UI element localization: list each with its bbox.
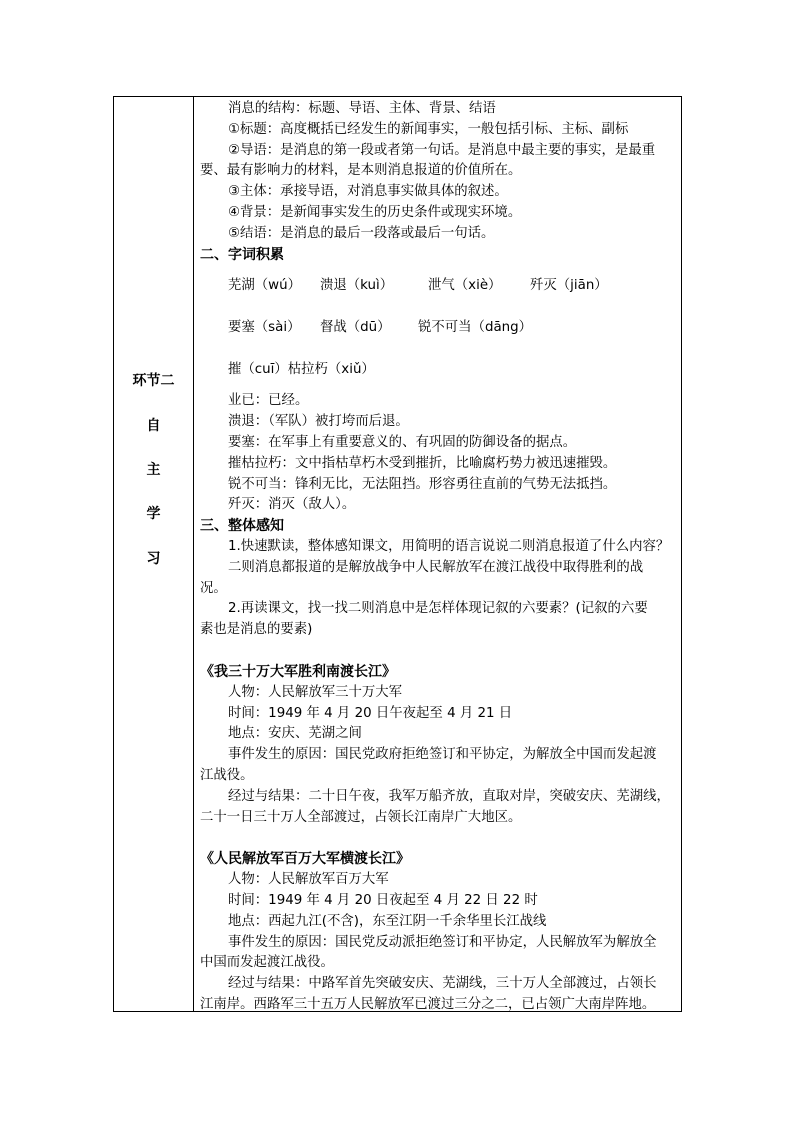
vocab-heading: 二、字词积累	[200, 246, 284, 263]
structure-title: 消息的结构：标题、导语、主体、背景、结语	[228, 101, 496, 116]
vocab-row-3	[200, 349, 675, 391]
word: 督战（dū）	[320, 320, 391, 336]
news2-result: 经过与结果：中路军首先突破安庆、芜湖线，三十万人全部渡过，占领长	[228, 976, 657, 992]
stage-char-1: 自	[146, 418, 161, 434]
news2-cause: 事件发生的原因：国民党反动派拒绝签订和平协定，人民解放军为解放全	[228, 934, 657, 950]
word: 摧（cuī）枯拉朽（xiǔ）	[228, 362, 375, 378]
news1-place: 地点：安庆、芜湖之间	[228, 726, 362, 742]
news1-title: 《我三十万大军胜利南渡长江》	[200, 663, 396, 680]
news2-time: 时间：1949 年 4 月 20 日夜起至 4 月 22 日 22 时	[228, 892, 538, 908]
structure-item-5: ⑤结语：是消息的最后一段落或最后一句话。	[228, 225, 495, 241]
question-2-cont: 素也是消息的要素)	[200, 622, 313, 638]
stage-char-4: 习	[146, 551, 161, 567]
content-table	[113, 96, 682, 1012]
answer-1: 二则消息都报道的是解放战争中人民解放军在渡江战役中取得胜利的战	[228, 559, 644, 575]
definition: 要塞：在军事上有重要意义的、有巩固的防御设备的据点。	[228, 434, 577, 450]
vocab-row-2	[200, 307, 675, 349]
overall-heading: 三、整体感知	[200, 518, 284, 535]
news1-result-cont: 二十一日三十万人全部渡过，占领长江南岸广大地区。	[200, 809, 522, 825]
structure-item-2: ②导语：是消息的第一段或者第一句话。是消息中最主要的事实，是最重	[228, 142, 656, 158]
definition: 业已：已经。	[228, 393, 309, 409]
stage-char-2: 主	[146, 462, 161, 478]
news1-time: 时间：1949 年 4 月 20 日午夜起至 4 月 21 日	[228, 705, 513, 721]
definition: 溃退：（军队）被打垮而后退。	[228, 414, 409, 430]
news2-cause-cont: 中国而发起渡江战役。	[200, 955, 334, 971]
news1-result: 经过与结果：二十日午夜，我军万船齐放，直取对岸，突破安庆、芜湖线，	[228, 788, 670, 804]
stage-title: 环节二	[132, 373, 175, 389]
structure-item-1: ①标题：高度概括已经发生的新闻事实，一般包括引标、主标、副标	[228, 121, 629, 137]
question-2: 2.再读课文，找一找二则消息中是怎样体现记叙的六要素？(记叙的六要	[228, 601, 648, 617]
word: 芜湖（wú）	[228, 278, 302, 294]
structure-item-3: ③主体：承接导语，对消息事实做具体的叙述。	[228, 184, 508, 200]
structure-item-4: ④背景：是新闻事实发生的历史条件或现实环境。	[228, 204, 522, 220]
word: 要塞（sài）	[228, 320, 301, 336]
news2-title: 《人民解放军百万大军横渡长江》	[200, 851, 410, 868]
news2-result-cont: 江南岸。西路军三十五万人民解放军已渡过三分之二，已占领广大南岸阵地。	[200, 996, 656, 1012]
stage-char-3: 学	[146, 506, 161, 522]
word: 锐不可当（dāng）	[418, 320, 533, 336]
news1-cause: 事件发生的原因：国民党政府拒绝签订和平协定，为解放全中国而发起渡	[228, 747, 657, 763]
definition: 摧枯拉朽：文中指枯草朽木受到摧折，比喻腐朽势力被迅速摧毁。	[228, 455, 617, 471]
structure-item-2-cont: 要、最有影响力的材料，是本则消息报道的价值所在。	[200, 163, 522, 179]
word: 歼灭（jiān）	[530, 278, 608, 294]
vocab-row-1	[200, 265, 675, 307]
news1-people: 人物：人民解放军三十万大军	[228, 684, 403, 700]
content-cell	[194, 97, 681, 1011]
question-1: 1.快速默读，整体感知课文，用简明的语言说说二则消息报道了什么内容？	[228, 538, 670, 554]
stage-cell	[114, 97, 194, 1011]
word: 泄气（xiè）	[428, 278, 502, 294]
news2-people: 人物：人民解放军百万大军	[228, 872, 389, 888]
word: 溃退（kuì）	[320, 278, 394, 294]
definition: 歼灭：消灭（敌人）。	[228, 497, 356, 513]
answer-1-cont: 况。	[200, 580, 227, 596]
news2-place: 地点：西起九江(不含)，东至江阴一千余华里长江战线	[228, 913, 547, 929]
news1-cause-cont: 江战役。	[200, 767, 254, 783]
definition: 锐不可当：锋利无比，无法阻挡。形容勇往直前的气势无法抵挡。	[228, 476, 617, 492]
